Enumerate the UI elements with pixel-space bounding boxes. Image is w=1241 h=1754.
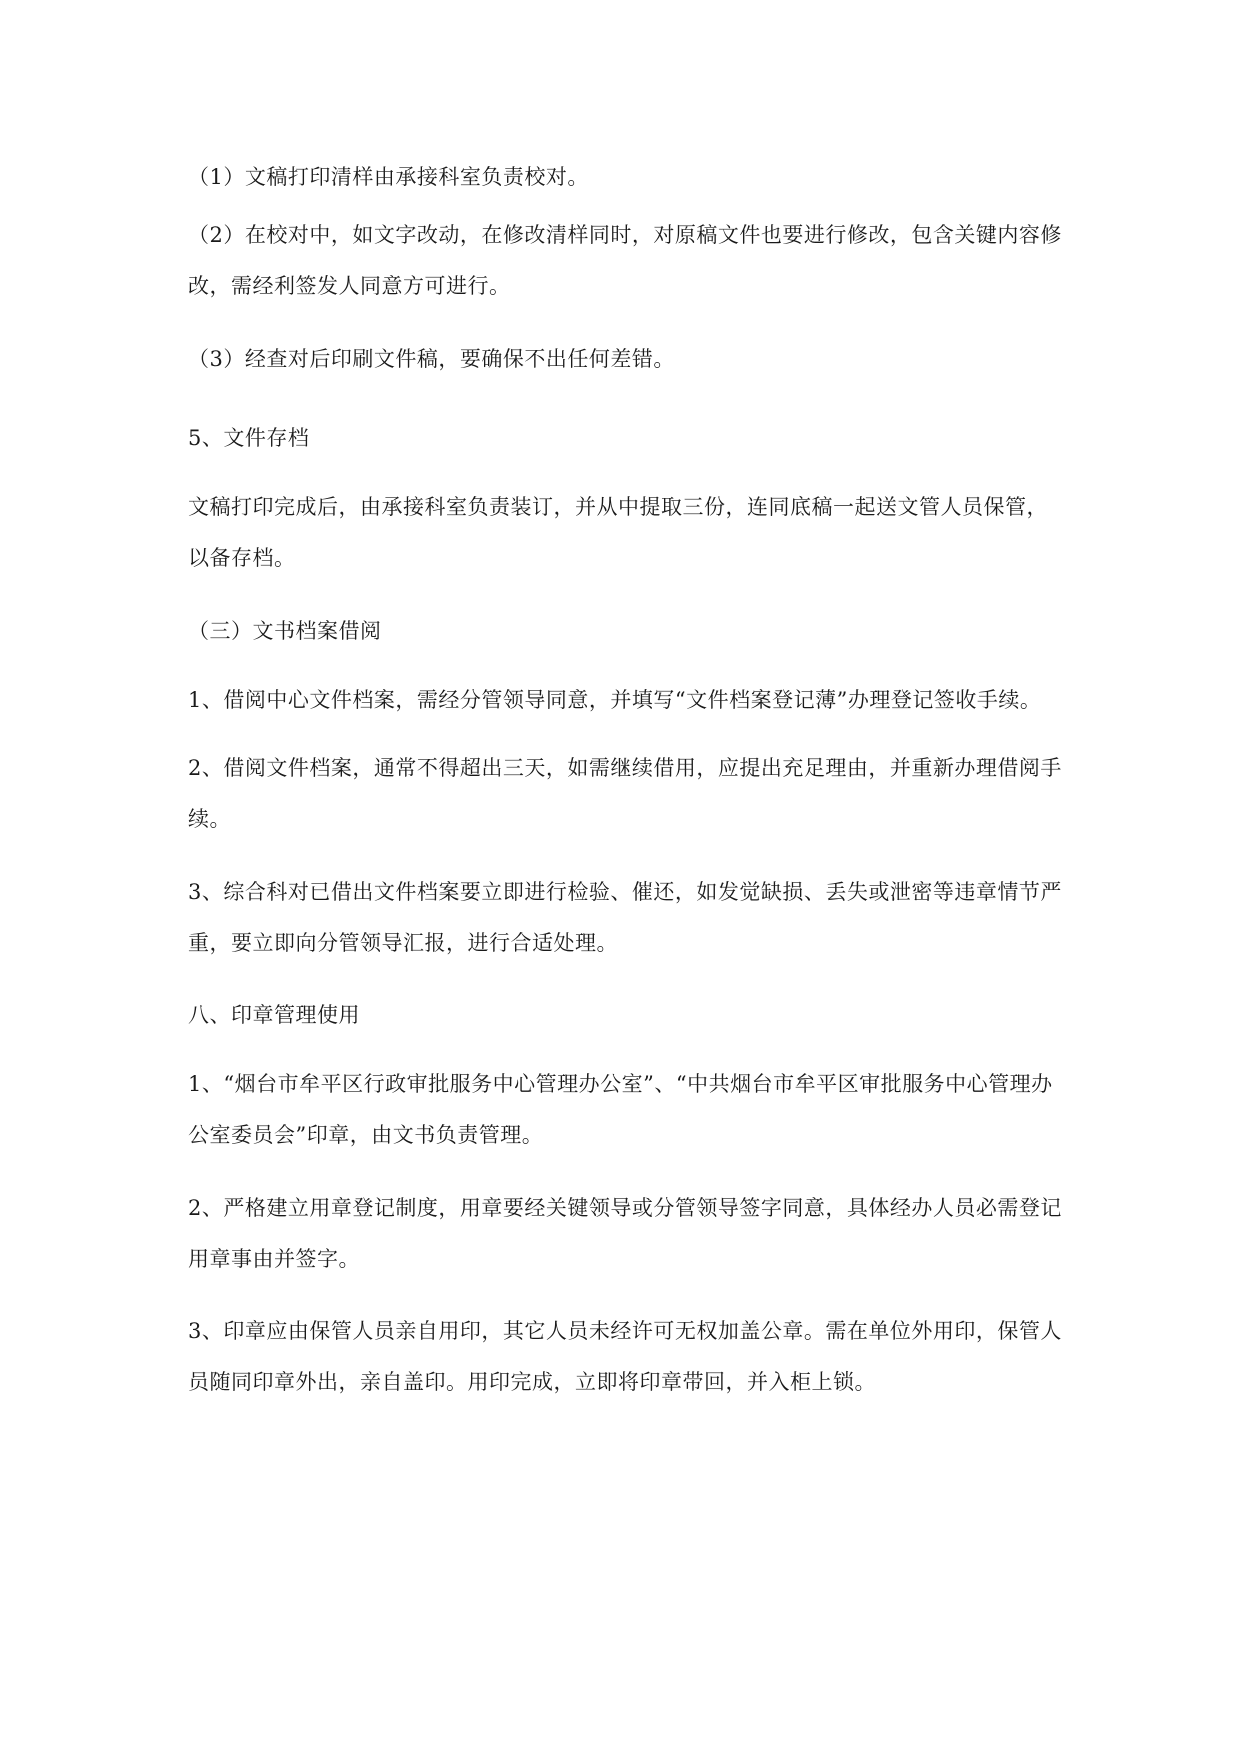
paragraph-seal-1: 1、“烟台市牟平区行政审批服务中心管理办公室”、“中共烟台市牟平区审批服务中心管理办公室委员会”印章，由文书负责管理。	[188, 1072, 1053, 1147]
paragraph-seal-3: 3、印章应由保管人员亲自用印，其它人员未经许可无权加盖公章。需在单位外用印，保管人员随同印章外出，亲自盖印。用印完成，立即将印章带回，并入柜上锁。	[188, 1319, 1062, 1394]
paragraph-proofread-1: （1）文稿打印清样由承接科室负责校对。	[188, 165, 589, 189]
paragraph-archive-body: 文稿打印完成后，由承接科室负责装订，并从中提取三份，连同底稿一起送文管人员保管，以备存档。	[188, 495, 1048, 570]
heading-seal-management: 八、印章管理使用	[188, 1003, 360, 1027]
paragraph-borrow-2: 2、借阅文件档案，通常不得超出三天，如需继续借用，应提出充足理由，并重新办理借阅手续。	[188, 756, 1062, 831]
paragraph-borrow-3: 3、综合科对已借出文件档案要立即进行检验、催还，如发觉缺损、丢失或泄密等违章情节严重，要立即向分管领导汇报，进行合适处理。	[188, 880, 1062, 955]
paragraph-proofread-3: （3）经查对后印刷文件稿，要确保不出任何差错。	[188, 347, 675, 371]
paragraph-borrow-1: 1、借阅中心文件档案，需经分管领导同意，并填写“文件档案登记薄”办理登记签收手续。	[188, 688, 1042, 712]
heading-file-archive: 5、文件存档	[188, 426, 310, 450]
paragraph-seal-2: 2、严格建立用章登记制度，用章要经关键领导或分管领导签字同意，具体经办人员必需登记用章事由并签字。	[188, 1196, 1062, 1271]
heading-document-borrowing: （三）文书档案借阅	[188, 619, 382, 643]
paragraph-proofread-2: （2）在校对中，如文字改动，在修改清样同时，对原稿文件也要进行修改，包含关键内容修改，需经利签发人同意方可进行。	[188, 223, 1062, 298]
